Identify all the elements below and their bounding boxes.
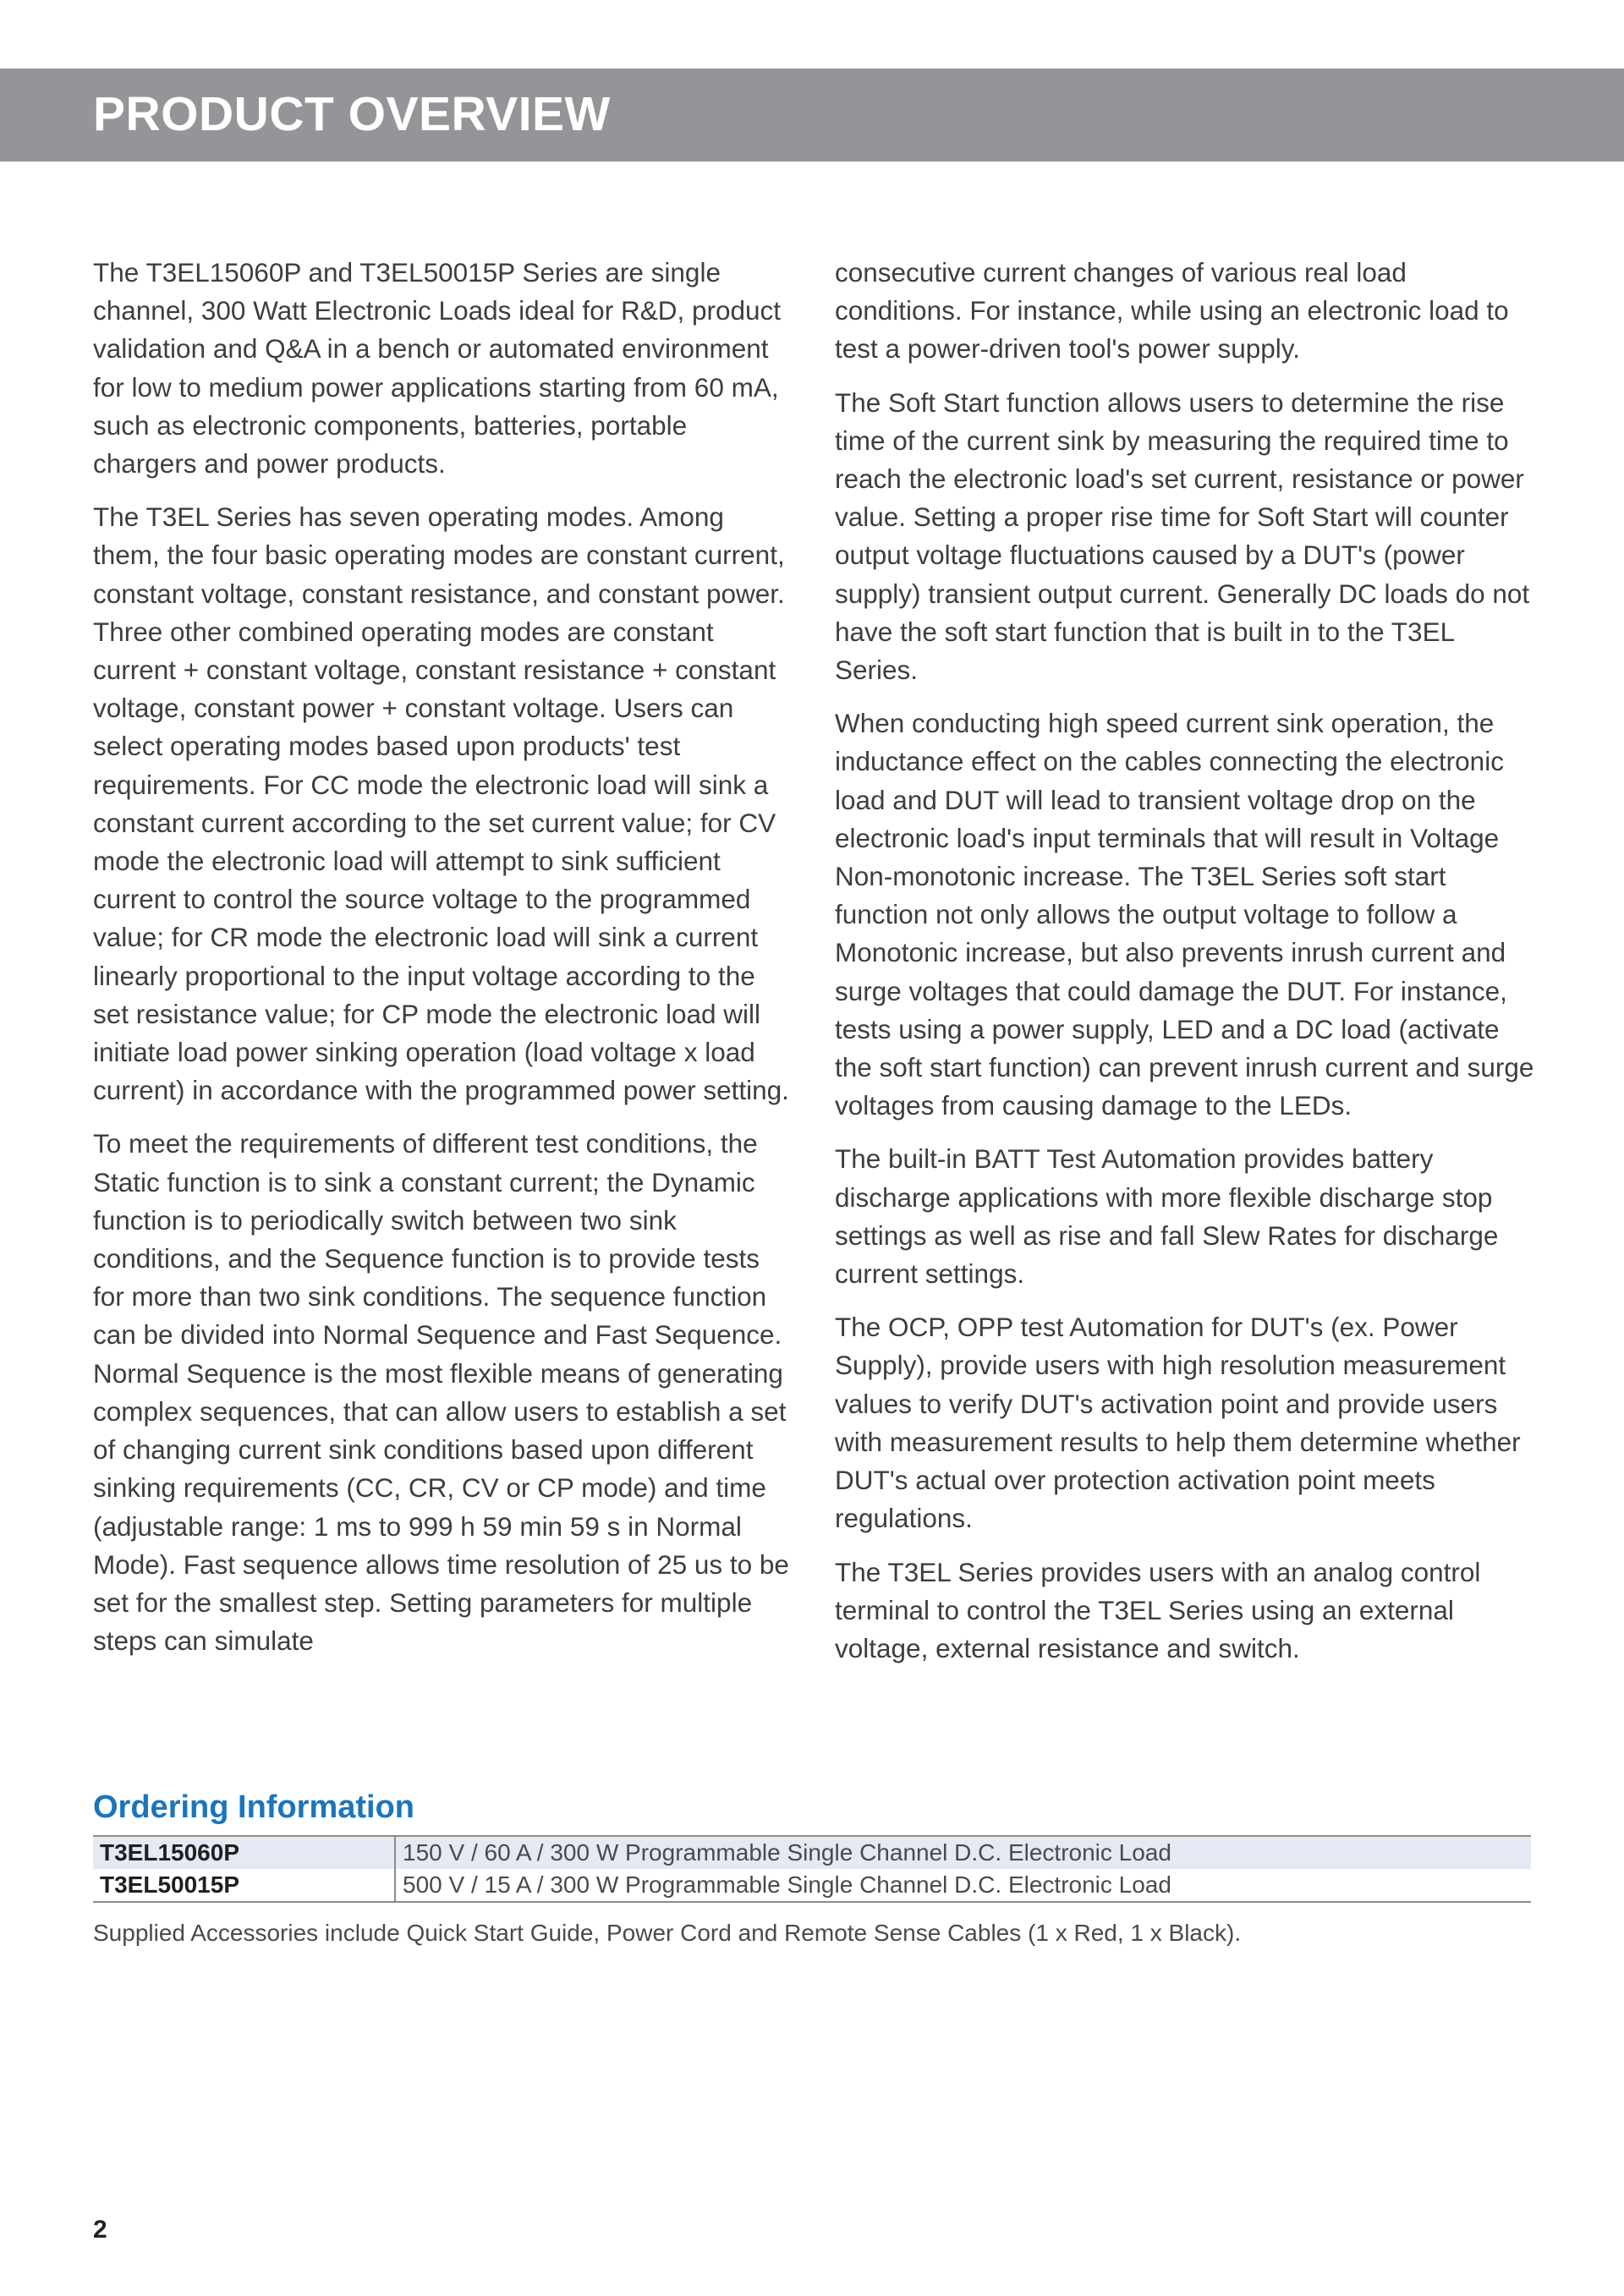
table-row [93, 1836, 1531, 1869]
paragraph: The OCP, OPP test Automation for DUT's (ex. Power Supply), provide users with high resolution measurement values to verify DUT's activation point and provide users with measurement results to help them determine whether DUT's actual over protection activation point meets regulations. [835, 1312, 1521, 1534]
paragraph: The T3EL Series provides users with an analog control terminal to control the T3EL Series using an external voltage, external resistance and switch. [835, 1556, 1481, 1663]
paragraph: The T3EL15060P and T3EL50015P Series are single channel, 300 Watt Electronic Loads ideal for R&D, product validation and Q&A in a bench or automated environment for low to medium power applications starting from 60 mA, such as electronic components, batteries, portable chargers and power products. [93, 257, 782, 479]
description-cell: 150 V / 60 A / 300 W Programmable Single Channel D.C. Electronic Load [395, 1836, 1531, 1869]
ordering-section [93, 1786, 1531, 1950]
table-row [93, 1869, 1531, 1902]
page-title: PRODUCT OVERVIEW [93, 87, 611, 141]
ordering-table [93, 1835, 1531, 1903]
left-column [93, 254, 795, 1675]
right-column [835, 254, 1537, 1683]
paragraph: The built-in BATT Test Automation provides battery discharge applications with more flexible discharge stop settings as well as rise and fall Slew Rates for discharge current settings. [835, 1143, 1499, 1290]
description-cell: 500 V / 15 A / 300 W Programmable Single Channel D.C. Electronic Load [395, 1869, 1531, 1902]
accessories-note: Supplied Accessories include Quick Start Guide, Power Cord and Remote Sense Cables (1 x Red, 1 x Black). [93, 1920, 1242, 1946]
ordering-heading: Ordering Information [93, 1789, 414, 1825]
paragraph: The T3EL Series has seven operating modes. Among them, the four basic operating modes are constant current, constant voltage, constant resistance, and constant power. Three other combined operating modes are constant current + constant voltage, constant resistance + constant voltage, constant power + constant voltage. Users can select operating modes based upon products' test requirements. For CC mode the electronic load will sink a constant current according to the set current value; for CV mode the electronic load will attempt to sink sufficient current to control the source voltage to the programmed value; for CR mode the electronic load will sink a current linearly proportional to the input voltage according to the set resistance value; for CP mode the electronic load will initiate load power sinking operation (load voltage x load current) in accordance with the programmed power setting. [93, 501, 789, 1106]
model-cell: T3EL50015P [93, 1869, 395, 1902]
paragraph: consecutive current changes of various real load conditions. For instance, while using an electronic load to test a power-driven tool's power supply. [835, 257, 1509, 364]
paragraph: When conducting high speed current sink operation, the inductance effect on the cables connecting the electronic load and DUT will lead to transient voltage drop on the electronic load's input terminals that will result in Voltage Non-monotonic increase. The T3EL Series soft start function not only allows the output voltage to follow a Monotonic increase, but also prevents inrush current and surge voltages that could damage the DUT. For instance, tests using a power supply, LED and a DC load (activate the soft start function) can prevent inrush current and surge voltages from causing damage to the LEDs. [835, 708, 1534, 1121]
paragraph: To meet the requirements of different test conditions, the Static function is to sink a constant current; the Dynamic function is to periodically switch between two sink conditions, and the Sequence function is to provide tests for more than two sink conditions. The sequence function can be divided into Normal Sequence and Fast Sequence. Normal Sequence is the most flexible means of generating complex sequences, that can allow users to establish a set of changing current sink conditions based upon different sinking requirements (CC, CR, CV or CP mode) and time (adjustable range: 1 ms to 999 h 59 min 59 s in Normal Mode). Fast sequence allows time resolution of 25 us to be set for the smallest step. Setting parameters for multiple steps can simulate [93, 1128, 789, 1657]
paragraph: The Soft Start function allows users to determine the rise time of the current sink by measuring the required time to reach the electronic load's set current, resistance or power value. Setting a proper rise time for Soft Start will counter output voltage fluctuations caused by a DUT's (power supply) transient output current. Generally DC loads do not have the soft start function that is built in to the T3EL Series. [835, 386, 1530, 686]
page-number: 2 [93, 2216, 107, 2244]
model-cell: T3EL15060P [93, 1836, 395, 1869]
